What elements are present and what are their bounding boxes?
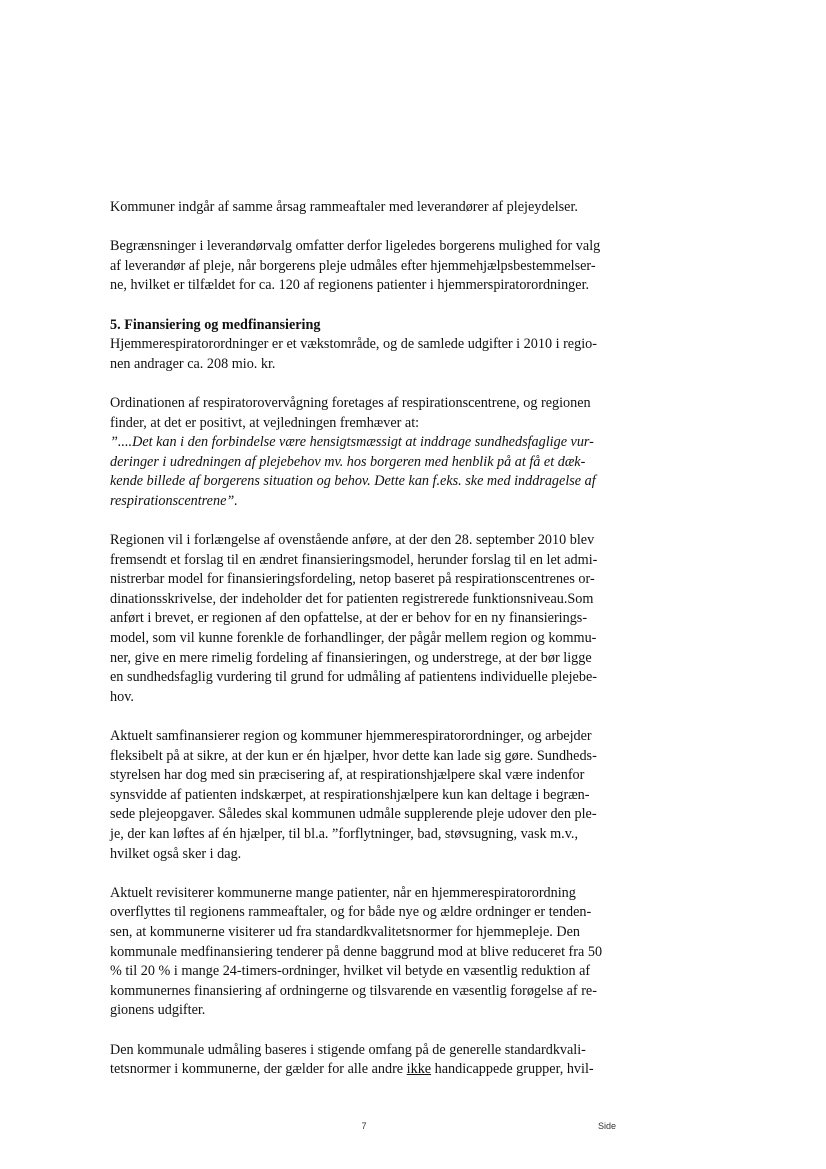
text-line: gionens udgifter. [110,1002,206,1019]
underlined-word: ikke [406,1061,432,1078]
text-line: fleksibelt på at sikre, at der kun er én hjælper, hvor dette kan lade sig gøre. Sundheds- [110,747,597,764]
paragraph-4 [110,394,626,512]
text-line: hvilket også sker i dag. [110,845,242,862]
paragraph-6 [110,727,626,864]
text-line: Hjemmerespiratorordninger er et vækstområde, og de samlede udgifter i 2010 i regio- [110,336,597,353]
text-segment: handicappede grupper, hvil- [431,1061,594,1078]
text-line: Kommuner indgår af samme årsag rammeaftaler med leverandører af plejeydelser. [110,199,578,215]
text-line: af leverandør af pleje, når borgerens pleje udmåles efter hjemmehjælpsbestemmelser- [110,257,596,274]
text-line: synsvidde af patienten indskærpet, at respirationshjælpere kun kan deltage i begræn- [110,786,590,803]
text-line: overflyttes til regionens rammeaftaler, og for både nye og ældre ordninger er tenden- [110,904,592,921]
quote-line: respirationscentrene”. [110,492,238,509]
text-line: Aktuelt samfinansierer region og kommuner hjemmerespiratorordninger, og arbejder [110,728,592,745]
text-line: sen, at kommunerne visiterer ud fra standardkvalitetsnormer for hjemmepleje. Den [110,923,580,940]
text-line-mixed [110,1060,626,1080]
text-line: hov. [110,688,134,705]
quote-line: kende billede af borgerens situation og behov. Dette kan f.eks. ske med inddragelse af [110,473,596,490]
text-line: fremsendt et forslag til en ændret finansieringsmodel, herunder forslag til en let admi- [110,551,598,568]
paragraph-1 [110,198,626,218]
page-body [110,198,626,1099]
text-line: Regionen vil i forlængelse af ovenstående anføre, at der den 28. september 2010 blev [110,532,595,549]
paragraph-7 [110,884,626,1021]
text-line: anført i brevet, er regionen af den opfattelse, at der er behov for en ny finansierings- [110,610,588,627]
footer-side-label: Side [598,1121,617,1131]
quote-line: ”....Det kan i den forbindelse være hensigtsmæssigt at inddrage sundhedsfaglige vur- [110,434,594,451]
section-heading: 5. Finansiering og medfinansiering [110,316,321,333]
section-5 [110,316,626,375]
text-line: Aktuelt revisiterer kommunerne mange patienter, når en hjemmerespiratorordning [110,884,576,901]
text-line: ner, give en mere rimelig fordeling af finansieringen, og understrege, at der bør ligge [110,649,592,666]
text-line: styrelsen har dog med sin præcisering af, at respirationshjælpere skal være indenfor [110,767,585,784]
paragraph-5 [110,531,626,707]
text-line: Ordinationen af respiratorovervågning foretages af respirationscentrene, og regionen [110,394,591,411]
text-line: dinationsskrivelse, der indeholder det for patienten registrerede funktionsniveau.Som [110,590,594,607]
paragraph-2 [110,237,626,296]
text-line: ne, hvilket er tilfældet for ca. 120 af regionens patienter i hjemmerspiratorordninger. [110,277,590,294]
text-line: kommunernes finansiering af ordningerne og tilsvarende en væsentlig forøgelse af re- [110,982,597,999]
paragraph-8 [110,1041,626,1080]
text-line: nistrerbar model for finansieringsfordeling, netop baseret på respirationscentrenes or- [110,571,595,588]
text-line: model, som vil kunne forenkle de forhandlinger, der pågår mellem region og kommu- [110,630,597,647]
text-line: en sundhedsfaglig vurdering til grund for udmåling af patientens individuelle plejebe- [110,669,597,686]
text-line: finder, at det er positivt, at vejledningen fremhæver at: [110,414,420,431]
text-line: Den kommunale udmåling baseres i stigende omfang på de generelle standardkvali- [110,1041,586,1058]
quote-line: deringer i udredningen af plejebehov mv. hos borgeren med henblik på at få et dæk- [110,453,586,470]
text-line: je, der kan løftes af én hjælper, til bl.a. ”forflytninger, bad, støvsugning, vask m.v., [110,826,578,842]
text-line: Begrænsninger i leverandørvalg omfatter derfor ligeledes borgerens mulighed for valg [110,238,601,255]
text-line: kommunale medfinansiering tenderer på denne baggrund mod at blive reduceret fra 50 [110,943,603,960]
text-line: sede plejeopgaver. Således skal kommunen udmåle supplerende pleje udover den ple- [110,806,597,823]
text-line: nen andrager ca. 208 mio. kr. [110,355,276,372]
text-line: % til 20 % i mange 24-timers-ordninger, hvilket vil betyde en væsentlig reduktion af [110,963,591,980]
page-number: 7 [361,1121,367,1131]
text-segment: tetsnormer i kommunerne, der gælder for alle andre [110,1061,407,1078]
